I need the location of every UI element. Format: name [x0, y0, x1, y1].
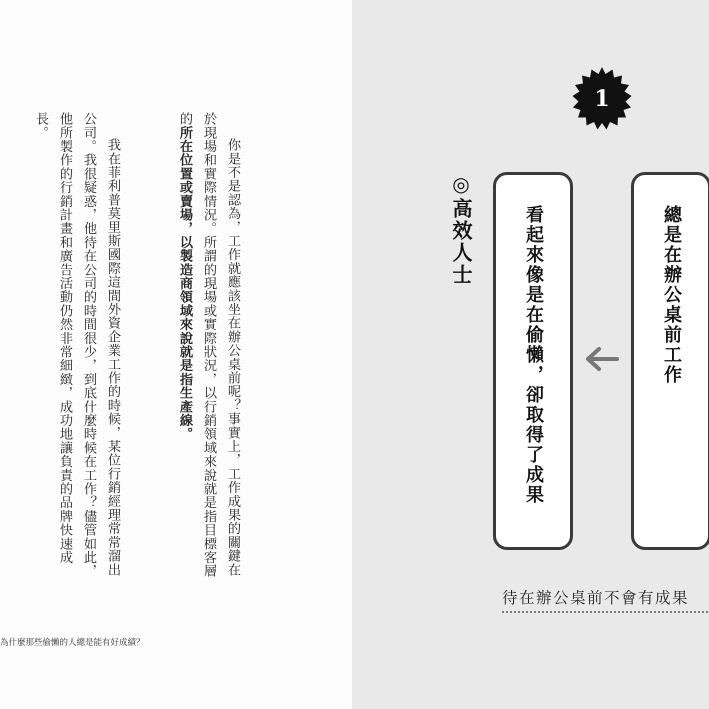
right-page [352, 0, 709, 709]
left-page [0, 0, 352, 709]
box-desk-work [631, 172, 709, 550]
caption: 待在辦公桌前不會有成果 [502, 589, 690, 607]
paragraph-1-bold: 所在位置或賣場，以製造商領域來說就是指生產線。 [177, 125, 192, 441]
dotted-divider [502, 611, 709, 616]
box-slacking-results-text: 看起來像是在偷懶，卻取得了成果 [523, 205, 544, 505]
efficient-people-text: 高效人士 [449, 198, 473, 286]
page-footer: 為什麼那些偷懶的人總是能有好成績？ [0, 638, 145, 648]
paragraph-1-plain: 你是不是認為，工作就應該坐在辦公桌前呢？事實上，工作成果的關鍵在於現場和實際情況。所謂的現場或實際狀況，以行銷領域來說就是指目標客層的 [177, 112, 240, 578]
body-text [0, 112, 292, 582]
paragraph-2: 我在菲利普莫里斯國際這間外資企業工作的時候，某位行銷經理常常溜出公司。我很疑惑，他待在公司的時間很少，到底什麼時候在工作？儘管如此，他所製作的行銷計畫和廣告活動仍然非常細緻，成功地讓負責的品牌快速成長。 [33, 112, 120, 578]
box-slacking-results [493, 172, 573, 550]
box-desk-work-text: 總是在辦公桌前工作 [661, 205, 682, 385]
efficient-people-label [447, 172, 476, 286]
section-number: 1 [594, 86, 610, 112]
arrow-left-icon [583, 344, 619, 374]
double-circle-icon: ◎ [449, 172, 473, 198]
paragraph-1 [172, 112, 244, 582]
